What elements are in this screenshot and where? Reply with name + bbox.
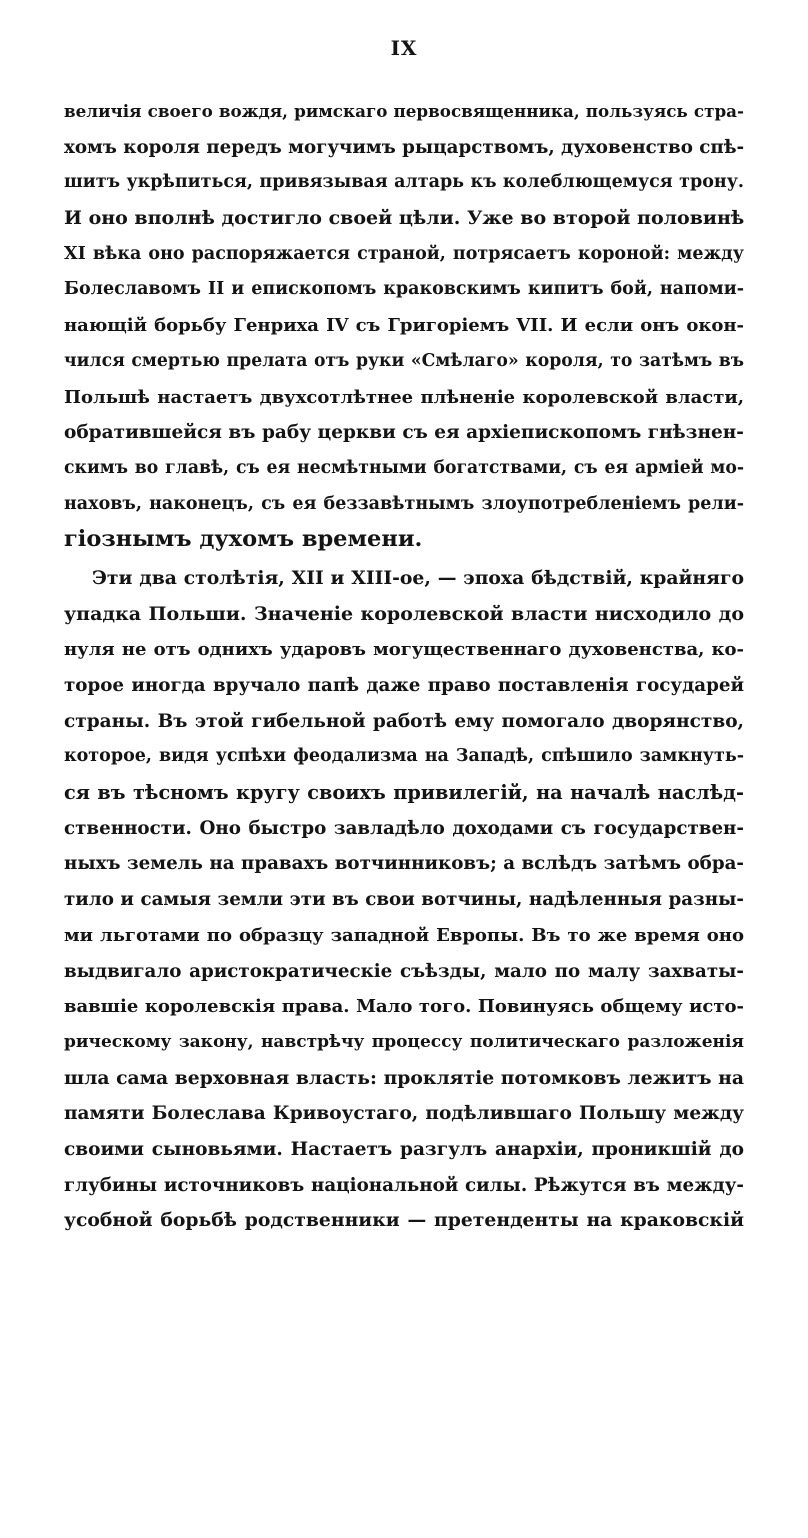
text-line: величія своего вождя, римскаго первосвященника, пользуясь стра-: [64, 101, 744, 121]
paragraph-1: [64, 94, 744, 558]
text-line: которое, видя успѣхи феодализма на Западѣ, спѣшило замкнуть-: [64, 746, 744, 767]
text-line: гіознымъ духомъ времени.: [64, 526, 423, 553]
text-line: ми льготами по образцу западной Европы. Въ то же время оно: [64, 924, 744, 946]
text-line: ственности. Оно быстро завладѣло доходами съ государствен-: [64, 817, 744, 839]
text-line: хомъ короля передъ могучимъ рыцарствомъ, духовенство спѣ-: [64, 136, 744, 158]
text-line: своими сыновьями. Настаетъ разгулъ анархіи, проникшій до: [64, 1138, 744, 1160]
text-body: [64, 94, 744, 1239]
text-line: нающій борьбу Генриха IV съ Григоріемъ VII. И если онъ окон-: [64, 315, 744, 337]
text-line: XI вѣка оно распоряжается страной, потрясаетъ короной: между: [64, 243, 744, 264]
text-line: Польшѣ настаетъ двухсотлѣтнее плѣненіе королевской власти,: [64, 386, 744, 408]
text-line: Болеславомъ II и епископомъ краковскимъ кипитъ бой, напоми-: [64, 279, 744, 300]
text-line: И оно вполнѣ достигло своей цѣли. Уже во второй половинѣ: [64, 207, 744, 230]
text-line: памяти Болеслава Кривоустаго, подѣлившаго Польшу между: [64, 1103, 744, 1125]
page-number: IX: [390, 36, 418, 60]
text-line: усобной борьбѣ родственники — претенденты на краковскій: [64, 1209, 744, 1232]
text-line: шитъ укрѣпиться, привязывая алтарь къ колеблющемуся трону.: [64, 172, 744, 193]
text-line: тило и самыя земли эти въ свои вотчины, надѣленныя разны-: [64, 889, 744, 911]
text-line: выдвигало аристократическіе съѣзды, мало по малу захваты-: [64, 960, 744, 982]
text-line: рическому закону, навстрѣчу процессу политическаго разложенія: [64, 1031, 744, 1052]
text-line: скимъ во главѣ, съ ея несмѣтными богатствами, съ ея арміей мо-: [64, 457, 744, 478]
text-line: наховъ, наконецъ, съ ея беззавѣтнымъ злоупотребленіемъ рели-: [64, 493, 744, 514]
text-line: шла сама верховная власть: проклятіе потомковъ лежитъ на: [64, 1066, 744, 1089]
text-line: вавшіе королевскія права. Мало того. Повинуясь общему исто-: [64, 996, 744, 1018]
text-line: ныхъ земель на правахъ вотчинниковъ; а вслѣдъ затѣмъ обра-: [64, 853, 744, 875]
text-line: торое иногда вручало папѣ даже право поставленія государей: [64, 675, 744, 696]
text-line: упадка Польши. Значеніе королевской власти нисходило до: [64, 602, 744, 625]
text-line: ся въ тѣсномъ кругу своихъ привилегій, на началѣ наслѣд-: [64, 781, 744, 805]
text-line: обратившейся въ рабу церкви съ ея архіепископомъ гнѣзнен-: [64, 422, 744, 444]
paragraph-2: [64, 561, 744, 1239]
text-line: чился смертью прелата отъ руки «Смѣлаго» короля, то затѣмъ въ: [64, 350, 744, 371]
text-line: страны. Въ этой гибельной работѣ ему помогало дворянство,: [64, 710, 744, 732]
text-line: глубины источниковъ національной силы. Рѣжутся въ между-: [64, 1174, 744, 1196]
text-line: нуля не отъ однихъ ударовъ могущественнаго духовенства, ко-: [64, 639, 744, 661]
text-line: Эти два столѣтія, XII и XIII-ое, — эпоха бѣдствій, крайняго: [92, 566, 744, 589]
